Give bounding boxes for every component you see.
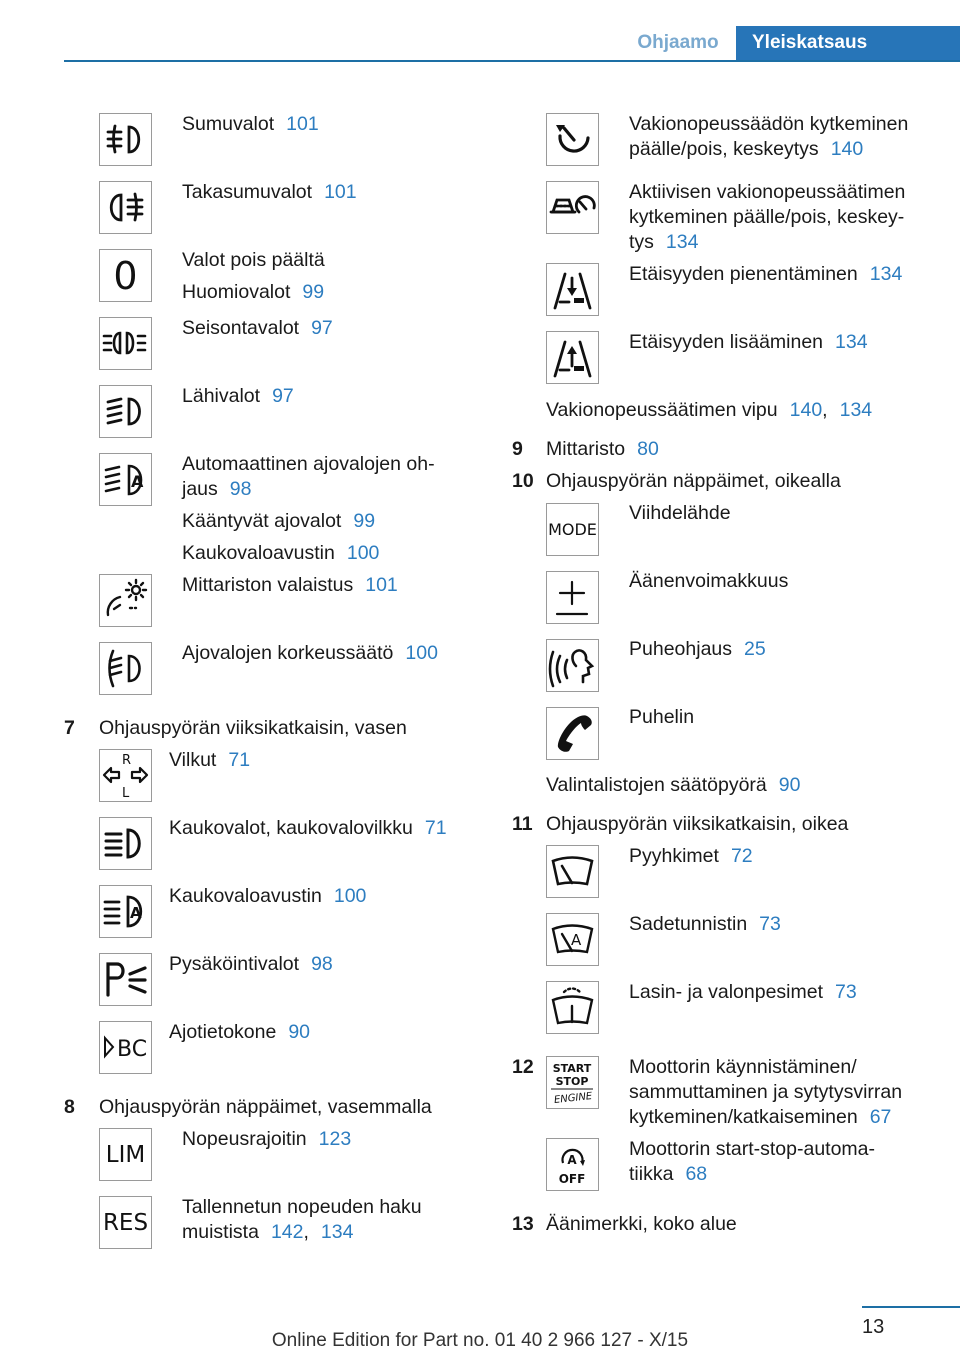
svg-text:START: START bbox=[552, 1062, 592, 1075]
section-title: Ohjauspyörän näppäimet, oikealla bbox=[546, 470, 841, 492]
res-icon: RES bbox=[99, 1196, 152, 1249]
mode-icon: MODE bbox=[546, 503, 599, 556]
page-link[interactable]: 101 bbox=[324, 181, 357, 203]
high-beam-icon bbox=[99, 817, 152, 870]
list-item: jaus 98 bbox=[182, 478, 252, 500]
rain-sensor-icon bbox=[546, 913, 599, 966]
list-item: Mittariston valaistus 101 bbox=[182, 574, 398, 596]
current-section-tab[interactable]: Yleiskatsaus bbox=[736, 26, 960, 60]
page-link[interactable]: 134 bbox=[320, 1221, 354, 1243]
list-item: Takasumuvalot 101 bbox=[182, 181, 357, 203]
page-link[interactable]: 100 bbox=[333, 885, 367, 907]
list-item: Vakionopeussäätimen vipu 140, 134 bbox=[546, 399, 873, 421]
parking-lights-icon bbox=[99, 317, 152, 370]
page-link[interactable]: 73 bbox=[759, 913, 781, 935]
page-link[interactable]: 73 bbox=[835, 981, 857, 1003]
list-item: muistista 142, 134 bbox=[182, 1221, 354, 1243]
section-number: 10 bbox=[512, 470, 534, 492]
page-link[interactable]: 134 bbox=[839, 399, 873, 421]
list-item: kytkeminen päälle/pois, keskey- bbox=[629, 206, 905, 228]
cruise-control-icon bbox=[546, 113, 599, 166]
page-link[interactable]: 68 bbox=[685, 1163, 708, 1185]
start-stop-engine-icon bbox=[546, 1056, 599, 1109]
rear-fog-light-icon bbox=[99, 181, 152, 234]
list-item: Tallennetun nopeuden haku bbox=[182, 1196, 422, 1218]
section-tab[interactable]: Ohjaamo bbox=[637, 32, 719, 53]
section-number: 9 bbox=[512, 438, 523, 460]
page-link[interactable]: 100 bbox=[346, 542, 380, 564]
high-beam-assistant-icon bbox=[99, 885, 152, 938]
front-fog-light-icon bbox=[99, 113, 152, 166]
section-title: Ohjauspyörän viiksikatkaisin, vasen bbox=[99, 717, 407, 739]
list-item: Moottorin käynnistäminen/ bbox=[629, 1056, 857, 1078]
page-link[interactable]: 25 bbox=[744, 638, 766, 660]
wiper-icon bbox=[546, 845, 599, 898]
distance-increase-icon bbox=[546, 331, 599, 384]
page-link[interactable]: 71 bbox=[424, 817, 447, 839]
list-item: Etäisyyden lisääminen 134 bbox=[629, 331, 868, 353]
page-link[interactable]: 99 bbox=[353, 510, 376, 532]
svg-text:L: L bbox=[122, 786, 130, 801]
turn-signal-icon bbox=[99, 749, 152, 802]
list-item: Kaukovalot, kaukovalovilkku 71 bbox=[169, 817, 447, 839]
page-link[interactable]: 90 bbox=[288, 1021, 311, 1043]
page-link[interactable]: 123 bbox=[318, 1128, 352, 1150]
list-item: Pysäköintivalot 98 bbox=[169, 953, 333, 975]
page-link[interactable]: 99 bbox=[302, 281, 325, 303]
page-link[interactable]: 67 bbox=[869, 1106, 892, 1128]
svg-text:STOP: STOP bbox=[555, 1075, 589, 1088]
list-item: Vakionopeussäädön kytkeminen bbox=[629, 113, 909, 135]
washer-icon bbox=[546, 981, 599, 1034]
page-link[interactable]: 134 bbox=[869, 263, 903, 285]
edition-footer: Online Edition for Part no. 01 40 2 966 127 - X/15 bbox=[271, 1330, 689, 1351]
page-link[interactable]: 140 bbox=[789, 399, 823, 421]
list-item: Lähivalot 97 bbox=[182, 385, 294, 407]
list-item: Lasin- ja valonpesimet 73 bbox=[629, 981, 857, 1003]
list-item: Äänenvoimakkuus bbox=[629, 570, 789, 592]
svg-text:R: R bbox=[122, 753, 132, 768]
page-link[interactable]: 97 bbox=[272, 385, 294, 407]
auto-start-stop-icon bbox=[546, 1138, 599, 1191]
page-link[interactable]: 134 bbox=[665, 231, 699, 253]
section-number: 12 bbox=[512, 1056, 534, 1078]
phone-icon bbox=[546, 707, 599, 760]
list-item: Valot pois päältä bbox=[182, 249, 325, 271]
voice-control-icon bbox=[546, 639, 599, 692]
page-link[interactable]: 71 bbox=[228, 749, 251, 771]
list-item: Ajovalojen korkeussäätö 100 bbox=[182, 642, 438, 664]
page-link[interactable]: 100 bbox=[405, 642, 438, 664]
distance-decrease-icon bbox=[546, 263, 599, 316]
page-link[interactable]: 80 bbox=[637, 438, 659, 460]
svg-text:A: A bbox=[571, 931, 582, 949]
instrument-lighting-icon bbox=[99, 574, 152, 627]
section-number: 8 bbox=[64, 1096, 75, 1118]
list-item: Seisontavalot 97 bbox=[182, 317, 333, 339]
automatic-headlight-icon bbox=[99, 453, 152, 506]
low-beam-icon bbox=[99, 385, 152, 438]
page-link[interactable]: 134 bbox=[835, 331, 868, 353]
list-item: kytkeminen/katkaiseminen 67 bbox=[629, 1106, 892, 1128]
list-item: Etäisyyden pienentäminen 134 bbox=[629, 263, 903, 285]
footer-rule bbox=[862, 1306, 960, 1308]
list-item: Sumuvalot 101 bbox=[182, 113, 319, 135]
section-title: Ohjauspyörän näppäimet, vasemmalla bbox=[99, 1096, 432, 1118]
list-item: Huomiovalot 99 bbox=[182, 281, 325, 303]
parking-light-icon bbox=[99, 953, 152, 1006]
section-title: Mittaristo 80 bbox=[546, 438, 659, 460]
list-item: Sadetunnistin 73 bbox=[629, 913, 781, 935]
list-item: Vilkut 71 bbox=[169, 749, 251, 771]
svg-text:BC: BC bbox=[117, 1037, 148, 1062]
list-item: tiikka 68 bbox=[629, 1163, 708, 1185]
page-link[interactable]: 98 bbox=[229, 478, 252, 500]
list-item: Nopeusrajoitin 123 bbox=[182, 1128, 352, 1150]
section-number: 13 bbox=[512, 1213, 534, 1235]
volume-icon bbox=[546, 571, 599, 624]
section-title: Ohjauspyörän viiksikatkaisin, oikea bbox=[546, 813, 849, 835]
page-link[interactable]: 142 bbox=[270, 1221, 304, 1243]
list-item: Puhelin bbox=[629, 706, 695, 728]
svg-text:A: A bbox=[131, 472, 144, 491]
page-number: 13 bbox=[862, 1316, 885, 1338]
list-item: Automaattinen ajovalojen oh- bbox=[182, 453, 435, 475]
list-item: Moottorin start-stop-automa- bbox=[629, 1138, 876, 1160]
page-link[interactable]: 97 bbox=[311, 317, 333, 339]
list-item: Valintalistojen säätöpyörä 90 bbox=[546, 774, 801, 796]
lim-icon: LIM bbox=[99, 1128, 152, 1181]
svg-text:A: A bbox=[130, 904, 142, 922]
list-item: Kaukovaloavustin 100 bbox=[169, 885, 367, 907]
page-link[interactable]: 98 bbox=[311, 953, 333, 975]
svg-text:OFF: OFF bbox=[558, 1172, 586, 1186]
headlight-range-icon bbox=[99, 642, 152, 695]
header-rule bbox=[64, 60, 960, 62]
list-item: tys 134 bbox=[629, 231, 699, 253]
page-link[interactable]: 72 bbox=[730, 845, 753, 867]
section-title: Äänimerkki, koko alue bbox=[546, 1213, 737, 1235]
section-number: 11 bbox=[512, 813, 533, 835]
svg-text:ENGINE: ENGINE bbox=[553, 1091, 593, 1106]
list-item: Kääntyvät ajovalot 99 bbox=[182, 510, 376, 532]
list-item: Aktiivisen vakionopeussäätimen bbox=[629, 181, 906, 203]
list-item: Kaukovaloavustin 100 bbox=[182, 542, 380, 564]
list-item: Ajotietokone 90 bbox=[169, 1021, 311, 1043]
page-link[interactable]: 90 bbox=[778, 774, 801, 796]
list-item: sammuttaminen ja sytytysvirran bbox=[629, 1081, 903, 1103]
page-link[interactable]: 101 bbox=[365, 574, 398, 596]
list-item: Puheohjaus 25 bbox=[629, 638, 766, 660]
list-item: Pyyhkimet 72 bbox=[629, 845, 753, 867]
active-cruise-control-icon bbox=[546, 181, 599, 234]
list-item: päälle/pois, keskeytys 140 bbox=[629, 138, 864, 160]
lights-off-icon: 0 bbox=[99, 249, 152, 302]
list-item: Viihdelähde bbox=[629, 502, 731, 524]
section-number: 7 bbox=[64, 717, 75, 739]
svg-text:A: A bbox=[567, 1153, 577, 1167]
page-link[interactable]: 140 bbox=[830, 138, 864, 160]
bc-icon bbox=[99, 1021, 152, 1074]
page-link[interactable]: 101 bbox=[286, 113, 319, 135]
